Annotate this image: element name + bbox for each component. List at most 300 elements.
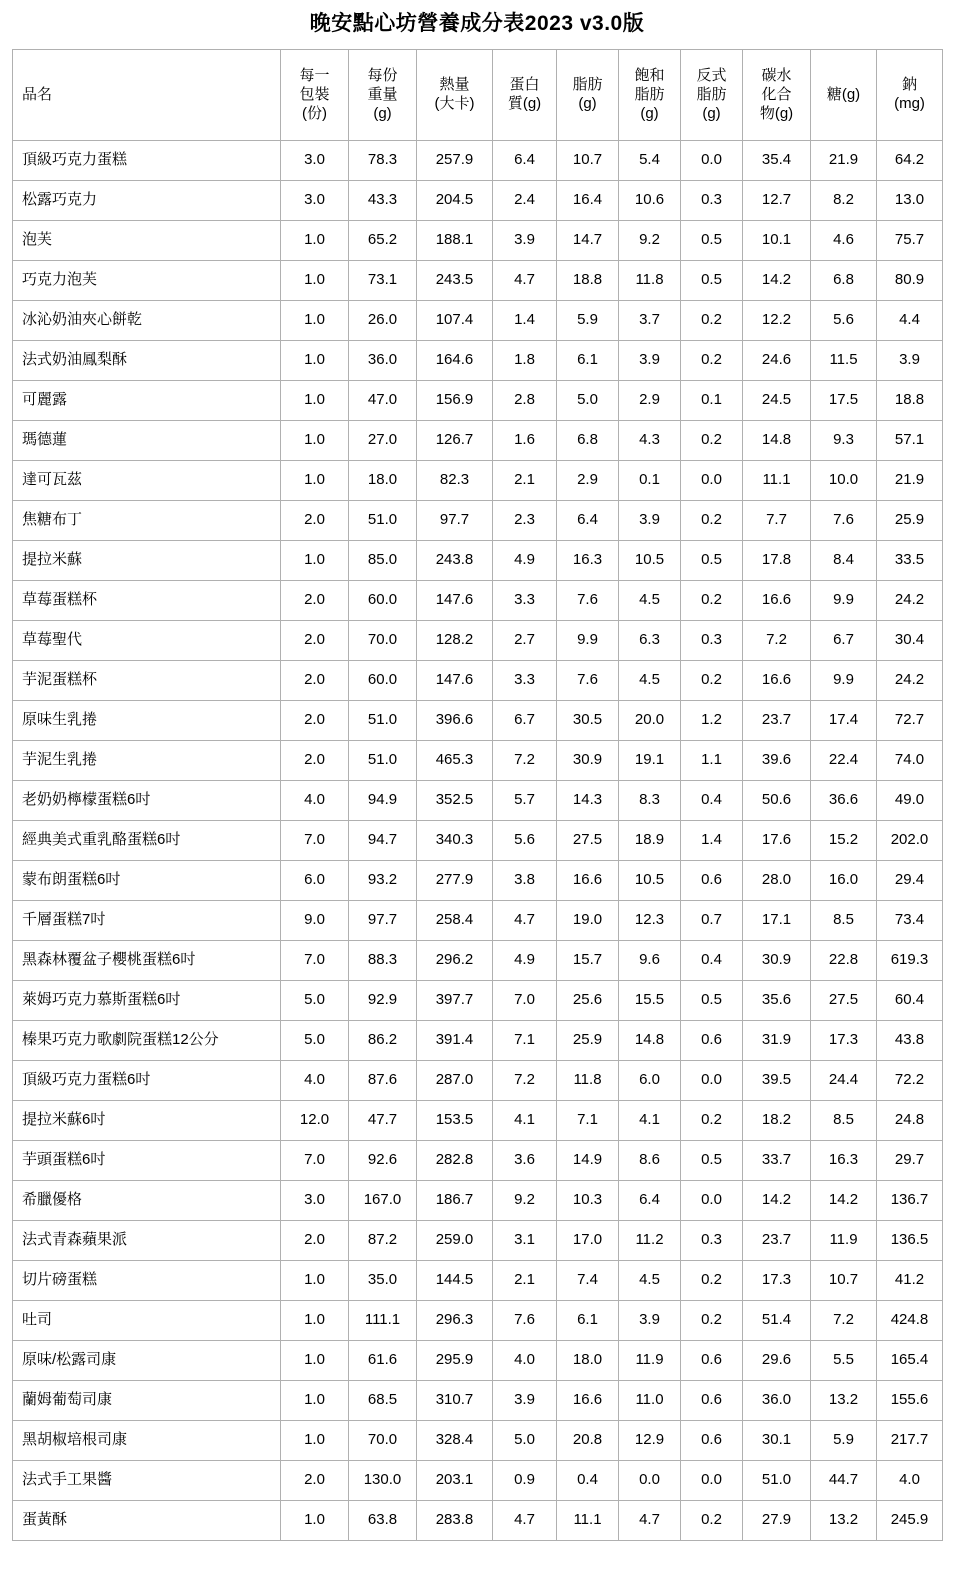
nutrition-value-cell: 1.0 bbox=[281, 1341, 349, 1381]
nutrition-value-cell: 0.5 bbox=[681, 981, 743, 1021]
nutrition-value-cell: 1.0 bbox=[281, 461, 349, 501]
nutrition-value-cell: 70.0 bbox=[349, 1421, 417, 1461]
nutrition-value-cell: 165.4 bbox=[877, 1341, 943, 1381]
product-name-cell: 頂級巧克力蛋糕6吋 bbox=[13, 1061, 281, 1101]
nutrition-value-cell: 27.5 bbox=[811, 981, 877, 1021]
nutrition-value-cell: 5.9 bbox=[811, 1421, 877, 1461]
nutrition-value-cell: 2.4 bbox=[493, 181, 557, 221]
nutrition-value-cell: 6.4 bbox=[493, 141, 557, 181]
nutrition-value-cell: 7.0 bbox=[281, 941, 349, 981]
table-body bbox=[13, 141, 943, 1541]
nutrition-value-cell: 0.6 bbox=[681, 1341, 743, 1381]
nutrition-value-cell: 30.9 bbox=[743, 941, 811, 981]
nutrition-value-cell: 92.9 bbox=[349, 981, 417, 1021]
table-row bbox=[13, 901, 943, 941]
nutrition-value-cell: 3.9 bbox=[877, 341, 943, 381]
page-title: 晚安點心坊營養成分表2023 v3.0版 bbox=[309, 12, 645, 35]
product-name-cell: 松露巧克力 bbox=[13, 181, 281, 221]
nutrition-value-cell: 128.2 bbox=[417, 621, 493, 661]
nutrition-value-cell: 0.4 bbox=[681, 781, 743, 821]
nutrition-value-cell: 3.1 bbox=[493, 1221, 557, 1261]
nutrition-value-cell: 22.8 bbox=[811, 941, 877, 981]
nutrition-value-cell: 2.1 bbox=[493, 461, 557, 501]
header-line: 重量 bbox=[367, 85, 398, 103]
nutrition-value-cell: 33.5 bbox=[877, 541, 943, 581]
nutrition-value-cell: 12.7 bbox=[743, 181, 811, 221]
nutrition-value-cell: 5.6 bbox=[493, 821, 557, 861]
nutrition-value-cell: 136.5 bbox=[877, 1221, 943, 1261]
nutrition-value-cell: 6.3 bbox=[619, 621, 681, 661]
header-line: (g) bbox=[373, 104, 392, 122]
table-row bbox=[13, 1421, 943, 1461]
nutrition-value-cell: 25.6 bbox=[557, 981, 619, 1021]
column-header-9 bbox=[811, 50, 877, 141]
nutrition-value-cell: 24.2 bbox=[877, 581, 943, 621]
nutrition-value-cell: 30.4 bbox=[877, 621, 943, 661]
nutrition-value-cell: 5.0 bbox=[281, 981, 349, 1021]
nutrition-value-cell: 19.1 bbox=[619, 741, 681, 781]
table-row bbox=[13, 221, 943, 261]
header-line: (份) bbox=[302, 104, 327, 122]
nutrition-value-cell: 0.2 bbox=[681, 1301, 743, 1341]
nutrition-value-cell: 1.0 bbox=[281, 1501, 349, 1541]
nutrition-value-cell: 11.8 bbox=[619, 261, 681, 301]
nutrition-value-cell: 147.6 bbox=[417, 661, 493, 701]
nutrition-value-cell: 5.6 bbox=[811, 301, 877, 341]
nutrition-value-cell: 1.0 bbox=[281, 341, 349, 381]
nutrition-value-cell: 17.6 bbox=[743, 821, 811, 861]
product-name-cell: 提拉米蘇6吋 bbox=[13, 1101, 281, 1141]
product-name-cell: 老奶奶檸檬蛋糕6吋 bbox=[13, 781, 281, 821]
nutrition-value-cell: 0.0 bbox=[619, 1461, 681, 1501]
header-line: 物(g) bbox=[759, 104, 794, 122]
nutrition-value-cell: 7.0 bbox=[281, 821, 349, 861]
nutrition-value-cell: 0.9 bbox=[493, 1461, 557, 1501]
nutrition-value-cell: 3.9 bbox=[493, 221, 557, 261]
nutrition-value-cell: 277.9 bbox=[417, 861, 493, 901]
header-line: 化合 bbox=[761, 85, 792, 103]
nutrition-value-cell: 5.5 bbox=[811, 1341, 877, 1381]
nutrition-value-cell: 10.7 bbox=[811, 1261, 877, 1301]
nutrition-value-cell: 0.2 bbox=[681, 661, 743, 701]
nutrition-value-cell: 0.2 bbox=[681, 581, 743, 621]
column-header-1 bbox=[281, 50, 349, 141]
nutrition-value-cell: 282.8 bbox=[417, 1141, 493, 1181]
column-header-2 bbox=[349, 50, 417, 141]
nutrition-value-cell: 14.2 bbox=[743, 1181, 811, 1221]
nutrition-value-cell: 93.2 bbox=[349, 861, 417, 901]
nutrition-value-cell: 5.0 bbox=[493, 1421, 557, 1461]
product-name-cell: 切片磅蛋糕 bbox=[13, 1261, 281, 1301]
column-header-8 bbox=[743, 50, 811, 141]
nutrition-value-cell: 3.6 bbox=[493, 1141, 557, 1181]
header-line: 蛋白 bbox=[509, 76, 540, 94]
nutrition-value-cell: 24.2 bbox=[877, 661, 943, 701]
nutrition-value-cell: 11.1 bbox=[743, 461, 811, 501]
nutrition-value-cell: 4.7 bbox=[619, 1501, 681, 1541]
nutrition-value-cell: 11.2 bbox=[619, 1221, 681, 1261]
header-line: 反式 bbox=[696, 67, 727, 85]
nutrition-value-cell: 8.4 bbox=[811, 541, 877, 581]
nutrition-value-cell: 24.4 bbox=[811, 1061, 877, 1101]
table-row bbox=[13, 541, 943, 581]
nutrition-value-cell: 75.7 bbox=[877, 221, 943, 261]
nutrition-value-cell: 6.0 bbox=[281, 861, 349, 901]
nutrition-value-cell: 295.9 bbox=[417, 1341, 493, 1381]
nutrition-value-cell: 1.0 bbox=[281, 301, 349, 341]
nutrition-value-cell: 0.2 bbox=[681, 301, 743, 341]
product-name-cell: 原味/松露司康 bbox=[13, 1341, 281, 1381]
nutrition-value-cell: 51.0 bbox=[349, 701, 417, 741]
nutrition-value-cell: 78.3 bbox=[349, 141, 417, 181]
nutrition-value-cell: 16.3 bbox=[811, 1141, 877, 1181]
nutrition-value-cell: 7.2 bbox=[811, 1301, 877, 1341]
nutrition-value-cell: 0.3 bbox=[681, 621, 743, 661]
nutrition-value-cell: 3.0 bbox=[281, 141, 349, 181]
nutrition-value-cell: 9.9 bbox=[811, 661, 877, 701]
nutrition-value-cell: 130.0 bbox=[349, 1461, 417, 1501]
nutrition-value-cell: 41.2 bbox=[877, 1261, 943, 1301]
nutrition-value-cell: 10.1 bbox=[743, 221, 811, 261]
nutrition-value-cell: 30.5 bbox=[557, 701, 619, 741]
nutrition-value-cell: 156.9 bbox=[417, 381, 493, 421]
table-row bbox=[13, 981, 943, 1021]
nutrition-value-cell: 74.0 bbox=[877, 741, 943, 781]
product-name-cell: 可麗露 bbox=[13, 381, 281, 421]
nutrition-value-cell: 16.6 bbox=[743, 581, 811, 621]
nutrition-value-cell: 22.4 bbox=[811, 741, 877, 781]
nutrition-value-cell: 73.1 bbox=[349, 261, 417, 301]
header-line: 品名 bbox=[22, 85, 53, 103]
nutrition-value-cell: 258.4 bbox=[417, 901, 493, 941]
product-name-cell: 蒙布朗蛋糕6吋 bbox=[13, 861, 281, 901]
nutrition-value-cell: 12.9 bbox=[619, 1421, 681, 1461]
nutrition-value-cell: 51.4 bbox=[743, 1301, 811, 1341]
nutrition-value-cell: 6.0 bbox=[619, 1061, 681, 1101]
nutrition-value-cell: 7.6 bbox=[811, 501, 877, 541]
nutrition-value-cell: 7.1 bbox=[493, 1021, 557, 1061]
nutrition-value-cell: 0.2 bbox=[681, 341, 743, 381]
nutrition-value-cell: 11.5 bbox=[811, 341, 877, 381]
nutrition-value-cell: 5.4 bbox=[619, 141, 681, 181]
nutrition-value-cell: 8.6 bbox=[619, 1141, 681, 1181]
product-name-cell: 希臘優格 bbox=[13, 1181, 281, 1221]
table-header bbox=[13, 50, 943, 141]
nutrition-value-cell: 0.1 bbox=[681, 381, 743, 421]
product-name-cell: 芋頭蛋糕6吋 bbox=[13, 1141, 281, 1181]
table-row bbox=[13, 1141, 943, 1181]
table-row bbox=[13, 461, 943, 501]
nutrition-value-cell: 9.9 bbox=[557, 621, 619, 661]
nutrition-value-cell: 4.7 bbox=[493, 1501, 557, 1541]
nutrition-value-cell: 296.3 bbox=[417, 1301, 493, 1341]
table-row bbox=[13, 781, 943, 821]
nutrition-value-cell: 155.6 bbox=[877, 1381, 943, 1421]
nutrition-value-cell: 1.0 bbox=[281, 1301, 349, 1341]
nutrition-value-cell: 20.8 bbox=[557, 1421, 619, 1461]
nutrition-value-cell: 259.0 bbox=[417, 1221, 493, 1261]
nutrition-value-cell: 97.7 bbox=[349, 901, 417, 941]
nutrition-table bbox=[12, 49, 943, 1541]
column-header-7 bbox=[681, 50, 743, 141]
nutrition-value-cell: 1.2 bbox=[681, 701, 743, 741]
nutrition-value-cell: 61.6 bbox=[349, 1341, 417, 1381]
nutrition-value-cell: 85.0 bbox=[349, 541, 417, 581]
table-row bbox=[13, 381, 943, 421]
nutrition-value-cell: 2.0 bbox=[281, 621, 349, 661]
nutrition-value-cell: 17.1 bbox=[743, 901, 811, 941]
nutrition-value-cell: 21.9 bbox=[877, 461, 943, 501]
nutrition-value-cell: 4.1 bbox=[493, 1101, 557, 1141]
nutrition-value-cell: 7.6 bbox=[493, 1301, 557, 1341]
nutrition-value-cell: 0.0 bbox=[681, 1461, 743, 1501]
nutrition-value-cell: 8.5 bbox=[811, 901, 877, 941]
table-row bbox=[13, 581, 943, 621]
nutrition-value-cell: 51.0 bbox=[743, 1461, 811, 1501]
nutrition-value-cell: 2.0 bbox=[281, 501, 349, 541]
nutrition-value-cell: 202.0 bbox=[877, 821, 943, 861]
nutrition-value-cell: 49.0 bbox=[877, 781, 943, 821]
nutrition-value-cell: 4.0 bbox=[281, 1061, 349, 1101]
nutrition-value-cell: 33.7 bbox=[743, 1141, 811, 1181]
table-row bbox=[13, 341, 943, 381]
nutrition-value-cell: 6.7 bbox=[493, 701, 557, 741]
nutrition-value-cell: 3.0 bbox=[281, 1181, 349, 1221]
header-line: (g) bbox=[578, 95, 597, 113]
nutrition-value-cell: 7.4 bbox=[557, 1261, 619, 1301]
product-name-cell: 草莓蛋糕杯 bbox=[13, 581, 281, 621]
nutrition-value-cell: 5.0 bbox=[281, 1021, 349, 1061]
nutrition-value-cell: 7.0 bbox=[281, 1141, 349, 1181]
table-row bbox=[13, 821, 943, 861]
product-name-cell: 頂級巧克力蛋糕 bbox=[13, 141, 281, 181]
nutrition-value-cell: 310.7 bbox=[417, 1381, 493, 1421]
product-name-cell: 經典美式重乳酪蛋糕6吋 bbox=[13, 821, 281, 861]
nutrition-value-cell: 60.0 bbox=[349, 661, 417, 701]
nutrition-value-cell: 203.1 bbox=[417, 1461, 493, 1501]
nutrition-value-cell: 19.0 bbox=[557, 901, 619, 941]
nutrition-value-cell: 2.3 bbox=[493, 501, 557, 541]
nutrition-value-cell: 9.3 bbox=[811, 421, 877, 461]
product-name-cell: 法式青森蘋果派 bbox=[13, 1221, 281, 1261]
nutrition-value-cell: 396.6 bbox=[417, 701, 493, 741]
product-name-cell: 蘭姆葡萄司康 bbox=[13, 1381, 281, 1421]
nutrition-value-cell: 328.4 bbox=[417, 1421, 493, 1461]
nutrition-value-cell: 4.3 bbox=[619, 421, 681, 461]
nutrition-value-cell: 4.5 bbox=[619, 661, 681, 701]
nutrition-value-cell: 35.6 bbox=[743, 981, 811, 1021]
nutrition-value-cell: 14.2 bbox=[811, 1181, 877, 1221]
nutrition-value-cell: 9.2 bbox=[493, 1181, 557, 1221]
nutrition-value-cell: 0.5 bbox=[681, 1141, 743, 1181]
nutrition-value-cell: 287.0 bbox=[417, 1061, 493, 1101]
nutrition-value-cell: 87.2 bbox=[349, 1221, 417, 1261]
nutrition-value-cell: 1.8 bbox=[493, 341, 557, 381]
nutrition-value-cell: 47.0 bbox=[349, 381, 417, 421]
table-row bbox=[13, 1021, 943, 1061]
nutrition-value-cell: 2.0 bbox=[281, 1461, 349, 1501]
nutrition-value-cell: 4.7 bbox=[493, 901, 557, 941]
nutrition-value-cell: 16.6 bbox=[557, 861, 619, 901]
nutrition-value-cell: 18.0 bbox=[349, 461, 417, 501]
nutrition-value-cell: 64.2 bbox=[877, 141, 943, 181]
nutrition-value-cell: 51.0 bbox=[349, 501, 417, 541]
nutrition-value-cell: 15.7 bbox=[557, 941, 619, 981]
header-line: 每份 bbox=[367, 67, 398, 85]
nutrition-value-cell: 7.6 bbox=[557, 661, 619, 701]
nutrition-value-cell: 1.0 bbox=[281, 261, 349, 301]
nutrition-value-cell: 3.3 bbox=[493, 581, 557, 621]
header-line: 脂肪 bbox=[572, 76, 603, 94]
nutrition-value-cell: 2.1 bbox=[493, 1261, 557, 1301]
nutrition-value-cell: 3.8 bbox=[493, 861, 557, 901]
nutrition-value-cell: 26.0 bbox=[349, 301, 417, 341]
nutrition-value-cell: 0.0 bbox=[681, 1061, 743, 1101]
header-row bbox=[13, 50, 943, 141]
product-name-cell: 冰沁奶油夾心餅乾 bbox=[13, 301, 281, 341]
product-name-cell: 黑胡椒培根司康 bbox=[13, 1421, 281, 1461]
nutrition-value-cell: 17.4 bbox=[811, 701, 877, 741]
header-line: 熱量 bbox=[439, 76, 470, 94]
nutrition-value-cell: 57.1 bbox=[877, 421, 943, 461]
nutrition-value-cell: 397.7 bbox=[417, 981, 493, 1021]
nutrition-value-cell: 16.6 bbox=[743, 661, 811, 701]
table-row bbox=[13, 861, 943, 901]
nutrition-value-cell: 1.0 bbox=[281, 381, 349, 421]
table-row bbox=[13, 1301, 943, 1341]
table-row bbox=[13, 661, 943, 701]
nutrition-value-cell: 1.4 bbox=[681, 821, 743, 861]
nutrition-value-cell: 0.6 bbox=[681, 1421, 743, 1461]
nutrition-value-cell: 39.6 bbox=[743, 741, 811, 781]
product-name-cell: 榛果巧克力歌劇院蛋糕12公分 bbox=[13, 1021, 281, 1061]
nutrition-value-cell: 68.5 bbox=[349, 1381, 417, 1421]
nutrition-value-cell: 2.0 bbox=[281, 581, 349, 621]
nutrition-value-cell: 340.3 bbox=[417, 821, 493, 861]
nutrition-value-cell: 29.7 bbox=[877, 1141, 943, 1181]
nutrition-value-cell: 2.0 bbox=[281, 1221, 349, 1261]
nutrition-value-cell: 7.6 bbox=[557, 581, 619, 621]
product-name-cell: 達可瓦茲 bbox=[13, 461, 281, 501]
nutrition-value-cell: 31.9 bbox=[743, 1021, 811, 1061]
header-line: 鈉 bbox=[901, 76, 917, 94]
nutrition-value-cell: 28.0 bbox=[743, 861, 811, 901]
nutrition-value-cell: 27.5 bbox=[557, 821, 619, 861]
nutrition-value-cell: 1.4 bbox=[493, 301, 557, 341]
nutrition-value-cell: 14.8 bbox=[619, 1021, 681, 1061]
table-row bbox=[13, 1101, 943, 1141]
nutrition-value-cell: 0.5 bbox=[681, 221, 743, 261]
nutrition-value-cell: 4.5 bbox=[619, 581, 681, 621]
product-name-cell: 提拉米蘇 bbox=[13, 541, 281, 581]
nutrition-value-cell: 16.4 bbox=[557, 181, 619, 221]
nutrition-value-cell: 4.4 bbox=[877, 301, 943, 341]
nutrition-value-cell: 391.4 bbox=[417, 1021, 493, 1061]
nutrition-value-cell: 107.4 bbox=[417, 301, 493, 341]
nutrition-value-cell: 0.2 bbox=[681, 501, 743, 541]
nutrition-value-cell: 111.1 bbox=[349, 1301, 417, 1341]
nutrition-value-cell: 65.2 bbox=[349, 221, 417, 261]
nutrition-value-cell: 167.0 bbox=[349, 1181, 417, 1221]
nutrition-value-cell: 17.3 bbox=[811, 1021, 877, 1061]
nutrition-value-cell: 11.8 bbox=[557, 1061, 619, 1101]
nutrition-value-cell: 0.2 bbox=[681, 1261, 743, 1301]
nutrition-value-cell: 39.5 bbox=[743, 1061, 811, 1101]
nutrition-value-cell: 14.2 bbox=[743, 261, 811, 301]
nutrition-value-cell: 36.6 bbox=[811, 781, 877, 821]
nutrition-value-cell: 0.0 bbox=[681, 141, 743, 181]
nutrition-value-cell: 0.4 bbox=[681, 941, 743, 981]
nutrition-value-cell: 136.7 bbox=[877, 1181, 943, 1221]
nutrition-value-cell: 6.8 bbox=[811, 261, 877, 301]
header-line: (大卡) bbox=[434, 95, 475, 113]
nutrition-value-cell: 3.7 bbox=[619, 301, 681, 341]
nutrition-value-cell: 17.8 bbox=[743, 541, 811, 581]
product-name-cell: 芋泥生乳捲 bbox=[13, 741, 281, 781]
nutrition-value-cell: 4.1 bbox=[619, 1101, 681, 1141]
nutrition-value-cell: 50.6 bbox=[743, 781, 811, 821]
product-name-cell: 法式手工果醬 bbox=[13, 1461, 281, 1501]
nutrition-value-cell: 23.7 bbox=[743, 701, 811, 741]
product-name-cell: 瑪德蓮 bbox=[13, 421, 281, 461]
nutrition-value-cell: 1.0 bbox=[281, 1381, 349, 1421]
nutrition-value-cell: 6.7 bbox=[811, 621, 877, 661]
nutrition-value-cell: 2.9 bbox=[619, 381, 681, 421]
table-row bbox=[13, 141, 943, 181]
column-header-name bbox=[13, 50, 281, 141]
nutrition-value-cell: 9.2 bbox=[619, 221, 681, 261]
nutrition-value-cell: 7.2 bbox=[743, 621, 811, 661]
header-line: 碳水 bbox=[761, 67, 792, 85]
nutrition-value-cell: 12.0 bbox=[281, 1101, 349, 1141]
nutrition-value-cell: 10.6 bbox=[619, 181, 681, 221]
nutrition-value-cell: 3.0 bbox=[281, 181, 349, 221]
nutrition-value-cell: 0.0 bbox=[681, 461, 743, 501]
product-name-cell: 法式奶油鳳梨酥 bbox=[13, 341, 281, 381]
table-row bbox=[13, 1261, 943, 1301]
header-line: 脂肪 bbox=[634, 85, 665, 103]
nutrition-value-cell: 5.7 bbox=[493, 781, 557, 821]
nutrition-value-cell: 4.7 bbox=[493, 261, 557, 301]
nutrition-value-cell: 72.2 bbox=[877, 1061, 943, 1101]
nutrition-value-cell: 4.0 bbox=[281, 781, 349, 821]
nutrition-value-cell: 16.0 bbox=[811, 861, 877, 901]
nutrition-value-cell: 20.0 bbox=[619, 701, 681, 741]
nutrition-value-cell: 43.3 bbox=[349, 181, 417, 221]
nutrition-value-cell: 16.6 bbox=[557, 1381, 619, 1421]
nutrition-value-cell: 92.6 bbox=[349, 1141, 417, 1181]
nutrition-value-cell: 8.3 bbox=[619, 781, 681, 821]
nutrition-value-cell: 6.1 bbox=[557, 1301, 619, 1341]
nutrition-value-cell: 13.2 bbox=[811, 1501, 877, 1541]
nutrition-value-cell: 18.8 bbox=[877, 381, 943, 421]
nutrition-value-cell: 23.7 bbox=[743, 1221, 811, 1261]
header-line: (g) bbox=[640, 104, 659, 122]
nutrition-value-cell: 70.0 bbox=[349, 621, 417, 661]
nutrition-value-cell: 12.2 bbox=[743, 301, 811, 341]
nutrition-value-cell: 1.6 bbox=[493, 421, 557, 461]
nutrition-value-cell: 9.9 bbox=[811, 581, 877, 621]
nutrition-value-cell: 0.7 bbox=[681, 901, 743, 941]
nutrition-value-cell: 14.3 bbox=[557, 781, 619, 821]
nutrition-value-cell: 2.7 bbox=[493, 621, 557, 661]
table-row bbox=[13, 501, 943, 541]
column-header-6 bbox=[619, 50, 681, 141]
product-name-cell: 焦糖布丁 bbox=[13, 501, 281, 541]
table-row bbox=[13, 741, 943, 781]
product-name-cell: 千層蛋糕7吋 bbox=[13, 901, 281, 941]
nutrition-value-cell: 5.0 bbox=[557, 381, 619, 421]
